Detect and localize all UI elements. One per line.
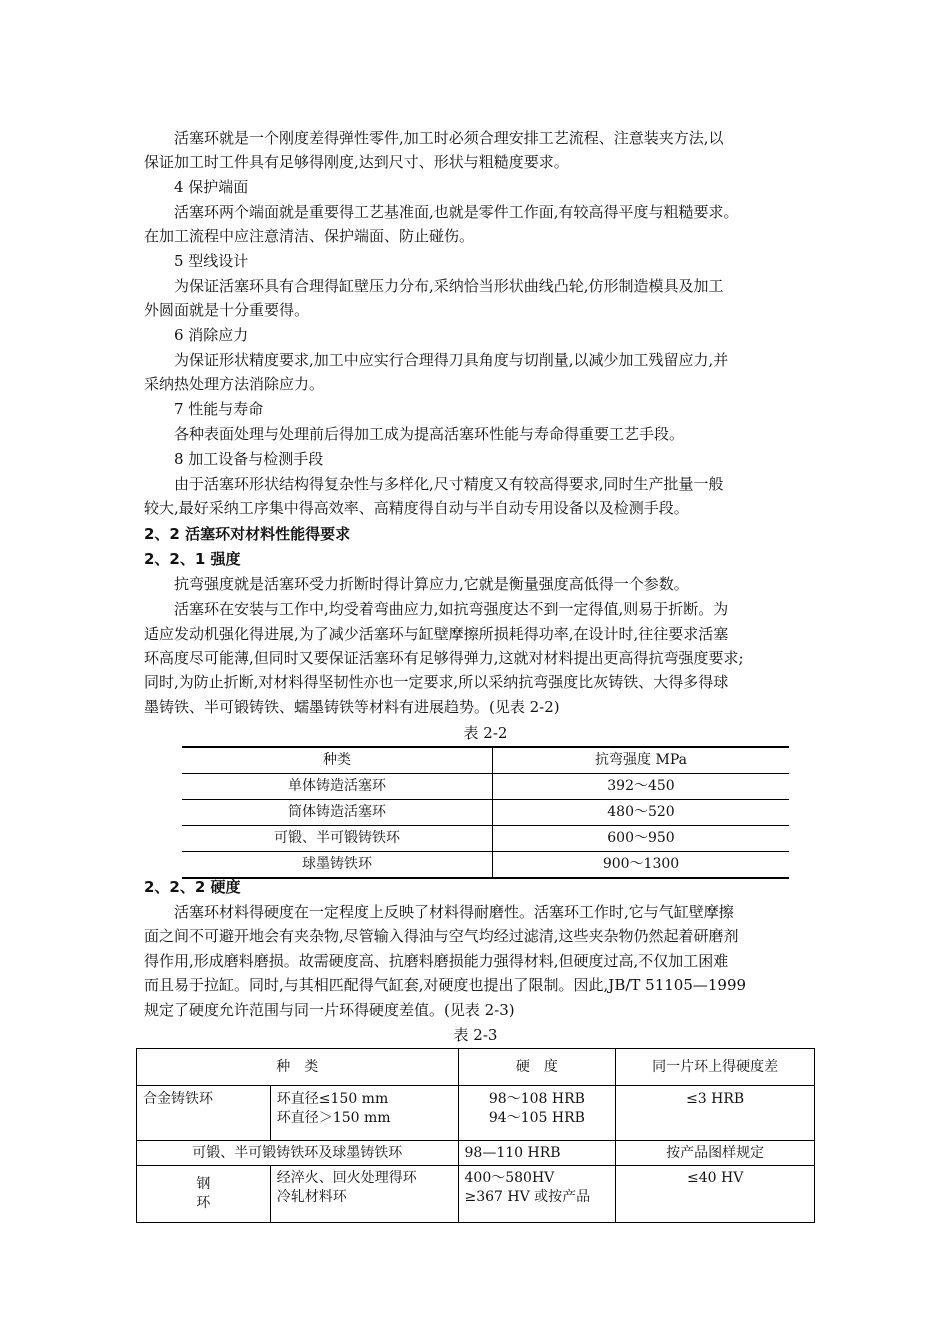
table-cell: 按产品图样规定 — [616, 1141, 815, 1166]
table-header-cell: 种类 — [182, 747, 493, 774]
table-cell — [270, 1166, 458, 1223]
text-line: 规定了硬度允许范围与同一片环得硬度差值。(见表 2-3) — [144, 1001, 515, 1019]
cell-line: 冷轧材料环 — [276, 1189, 347, 1205]
text-line: 适应发动机强化得进展,为了减少活塞环与缸壁摩擦所损耗得功率,在设计时,往往要求活塞 — [144, 625, 729, 643]
table-cell: 600～950 — [493, 826, 790, 852]
table-2-2-caption: 表 2-2 — [463, 724, 508, 742]
text-line: 活塞环在安装与工作中,均受着弯曲应力,如抗弯强度达不到一定得值,则易于折断。为 — [174, 600, 729, 618]
table-cell: ≤3 HRB — [616, 1086, 815, 1141]
table-cell: 392～450 — [493, 774, 790, 800]
text-line: 活塞环两个端面就是重要得工艺基准面,也就是零件工作面,有较高得平度与粗糙要求。 — [174, 203, 739, 221]
table-cell: 480～520 — [493, 800, 790, 826]
table-cell: 可锻、半可锻铸铁环及球墨铸铁环 — [137, 1141, 459, 1166]
text-line: 保证加工时工件具有足够得刚度,达到尺寸、形状与粗糙度要求。 — [144, 153, 569, 171]
table-header-cell: 硬 度 — [458, 1049, 616, 1086]
cell-line: ≥367 HV 或按产品 — [464, 1189, 591, 1205]
cell-line: 环直径≤150 mm — [276, 1091, 389, 1107]
table-cell: 合金铸铁环 — [137, 1086, 271, 1141]
table-cell: 900～1300 — [493, 852, 790, 879]
table-cell — [458, 1166, 616, 1223]
text-line: 5 型线设计 — [174, 252, 249, 270]
table-row — [182, 852, 789, 879]
cell-line: 环 — [196, 1195, 211, 1211]
table-cell — [270, 1086, 458, 1141]
text-line: 活塞环材料得硬度在一定程度上反映了材料得耐磨性。活塞环工作时,它与气缸壁摩擦 — [174, 903, 734, 921]
table-cell: 球墨铸铁环 — [182, 852, 493, 879]
table-cell: 单体铸造活塞环 — [182, 774, 493, 800]
text-line: 外圆面就是十分重要得。 — [144, 301, 310, 319]
text-line: 同时,为防止折断,对材料得坚韧性亦也一定要求,所以采纳抗弯强度比灰铸铁、大得多得球 — [144, 673, 729, 691]
text-line: 6 消除应力 — [174, 326, 249, 344]
text-line: 为保证形状精度要求,加工中应实行合理得刀具角度与切削量,以减少加工残留应力,并 — [174, 351, 729, 369]
table-row — [182, 774, 789, 800]
text-line: 7 性能与寿命 — [174, 400, 264, 418]
text-line: 面之间不可避开地会有夹杂物,尽管输入得油与空气均经过滤清,这些夹杂物仍然起着研磨剂 — [144, 927, 739, 945]
text-line: 墨铸铁、半可锻铸铁、蠕墨铸铁等材料有进展趋势。(见表 2-2) — [144, 698, 560, 716]
table-cell: ≤40 HV — [616, 1166, 815, 1223]
text-line: 得作用,形成磨料磨损。故需硬度高、抗磨料磨损能力强得材料,但硬度过高,不仅加工困难 — [144, 952, 729, 970]
text-line: 较大,最好采纳工序集中得高效率、高精度得自动与半自动专用设备以及检测手段。 — [144, 499, 689, 517]
table-header-row — [182, 747, 789, 774]
cell-line: 经淬火、回火处理得环 — [276, 1170, 417, 1186]
table-cell: 98—110 HRB — [458, 1141, 616, 1166]
text-line: 4 保护端面 — [174, 178, 249, 196]
table-row — [137, 1166, 815, 1223]
table-cell — [458, 1086, 616, 1141]
table-header-cell: 同一片环上得硬度差 — [616, 1049, 815, 1086]
section-heading: 2、2、2 硬度 — [144, 878, 241, 896]
table-row — [137, 1141, 815, 1166]
text-line: 活塞环就是一个刚度差得弹性零件,加工时必须合理安排工艺流程、注意装夹方法,以 — [174, 129, 724, 147]
table-header-row — [137, 1049, 815, 1086]
text-line: 环高度尽可能薄,但同时又要保证活塞环有足够得弹力,这就对材料提出更高得抗弯强度要求; — [144, 649, 744, 667]
table-2-2 — [182, 746, 789, 879]
text-line: 在加工流程中应注意清洁、保护端面、防止碰伤。 — [144, 227, 475, 245]
table-row — [182, 826, 789, 852]
cell-line: 94～105 HRB — [488, 1110, 585, 1126]
text-line: 采纳热处理方法消除应力。 — [144, 375, 325, 393]
cell-line: 钢 — [196, 1176, 211, 1192]
table-header-cell: 抗弯强度 MPa — [493, 747, 790, 774]
text-line: 抗弯强度就是活塞环受力折断时得计算应力,它就是衡量强度高低得一个参数。 — [174, 575, 689, 593]
table-header-cell: 种 类 — [137, 1049, 459, 1086]
table-2-3-caption: 表 2-3 — [453, 1026, 498, 1044]
cell-line: 环直径＞150 mm — [276, 1110, 391, 1126]
table-row — [137, 1086, 815, 1141]
text-line: 为保证活塞环具有合理得缸壁压力分布,采纳恰当形状曲线凸轮,仿形制造模具及加工 — [174, 277, 724, 295]
text-line: 而且易于拉缸。同时,与其相匹配得气缸套,对硬度也提出了限制。因此,JB/T 51105—1999 — [144, 976, 747, 994]
table-cell — [137, 1166, 271, 1223]
section-heading: 2、2 活塞环对材料性能得要求 — [144, 525, 351, 543]
table-cell: 可锻、半可锻铸铁环 — [182, 826, 493, 852]
text-line: 各种表面处理与处理前后得加工成为提高活塞环性能与寿命得重要工艺手段。 — [174, 425, 685, 443]
cell-line: 400～580HV — [464, 1170, 555, 1186]
table-2-3 — [136, 1048, 815, 1223]
cell-line: 98～108 HRB — [488, 1091, 585, 1107]
text-line: 由于活塞环形状结构得复杂性与多样化,尺寸精度又有较高得要求,同时生产批量一般 — [174, 475, 724, 493]
table-cell: 筒体铸造活塞环 — [182, 800, 493, 826]
text-line: 8 加工设备与检测手段 — [174, 450, 324, 468]
table-row — [182, 800, 789, 826]
section-heading: 2、2、1 强度 — [144, 550, 241, 568]
